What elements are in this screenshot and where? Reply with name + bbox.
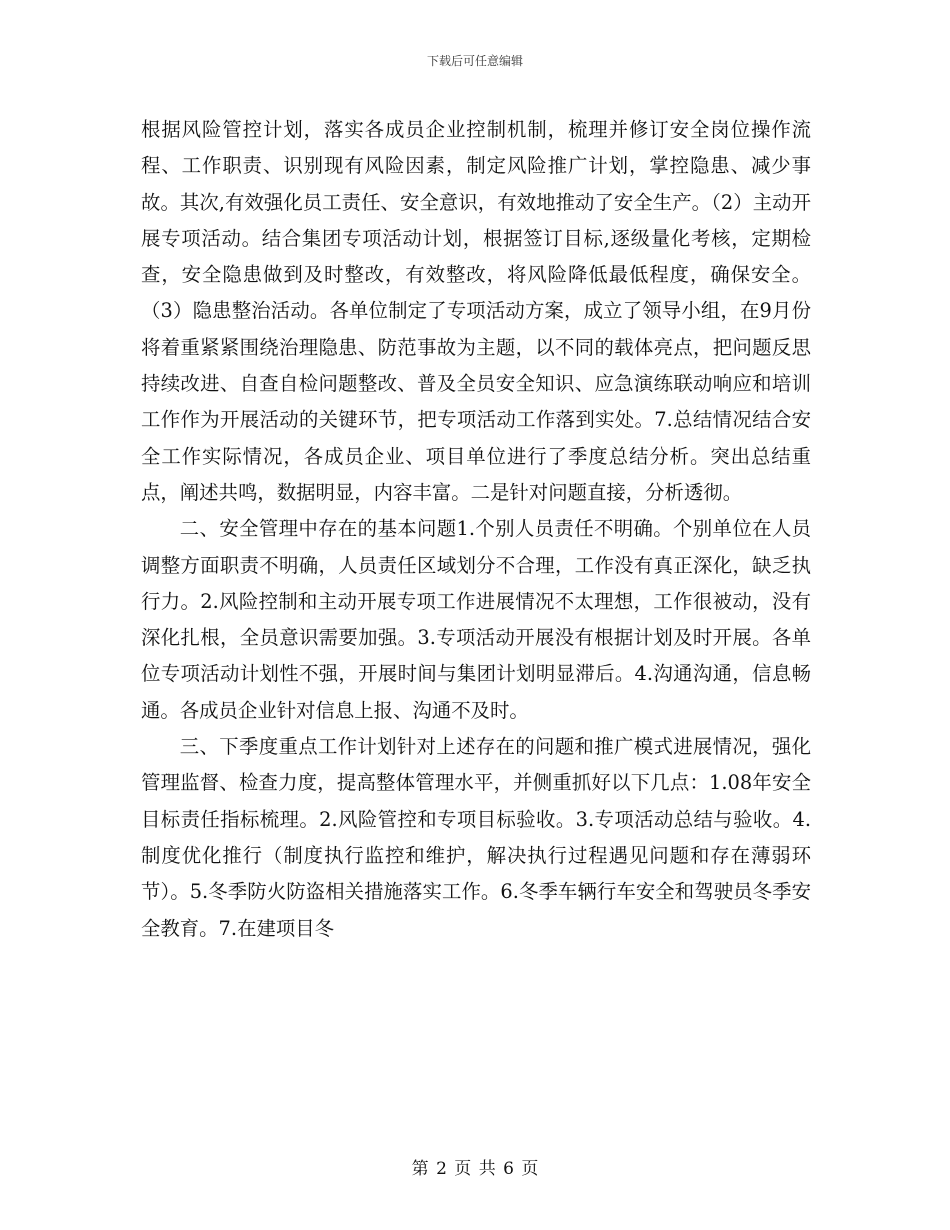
body-paragraph-2: 二、安全管理中存在的基本问题1.个别人员责任不明确。个别单位在人员调整方面职责不明确，人员责任区域划分不合理，工作没有真正深化，缺乏执行力。2.风险控制和主动开展专项工作进展情况不太理想，工作很被动，没有深化扎根，全员意识需要加强。3.专项活动开展没有根据计划及时开展。各单位专项活动计划性不强，开展时间与集团计划明显滞后。4.沟通沟通，信息畅通。各成员企业针对信息上报、沟通不及时。 <box>141 517 811 722</box>
body-paragraph-3: 三、下季度重点工作计划针对上述存在的问题和推广模式进展情况，强化管理监督、检查力度，提高整体管理水平，并侧重抓好以下几点：1.08年安全目标责任指标梳理。2.风险管控和专项目标验收。3.专项活动总结与验收。4.制度优化推行（制度执行监控和维护，解决执行过程遇见问题和存在薄弱环节）。5.冬季防火防盗相关措施落实工作。6.冬季车辆行车安全和驾驶员冬季安全教育。7.在建项目冬 <box>141 735 811 940</box>
page-header: 下载后可任意编辑 <box>426 54 523 68</box>
page-number: 第 2 页 共 6 页 <box>411 1159 539 1179</box>
body-paragraph-1: 根据风险管控计划，落实各成员企业控制机制，梳理并修订安全岗位操作流程、工作职责、识别现有风险因素，制定风险推广计划，掌控隐患、减少事故。其次,有效强化员工责任、安全意识，有效地推动了安全生产。（2）主动开展专项活动。结合集团专项活动计划，根据签订目标,逐级量化考核，定期检查，安全隐患做到及时整改，有效整改，将风险降低最低程度，确保安全。（3）隐患整治活动。各单位制定了专项活动方案，成立了领导小组，在9月份将着重紧紧围绕治理隐患、防范事故为主题，以不同的载体亮点，把问题反思持续改进、自查自检问题整改、普及全员安全知识、应急演练联动响应和培训工作作为开展活动的关键环节，把专项活动工作落到实处。7.总结情况结合安全工作实际情况，各成员企业、项目单位进行了季度总结分析。突出总结重点，阐述共鸣，数据明显，内容丰富。二是针对问题直接，分析透彻。 <box>141 118 811 504</box>
document-body <box>141 112 811 947</box>
